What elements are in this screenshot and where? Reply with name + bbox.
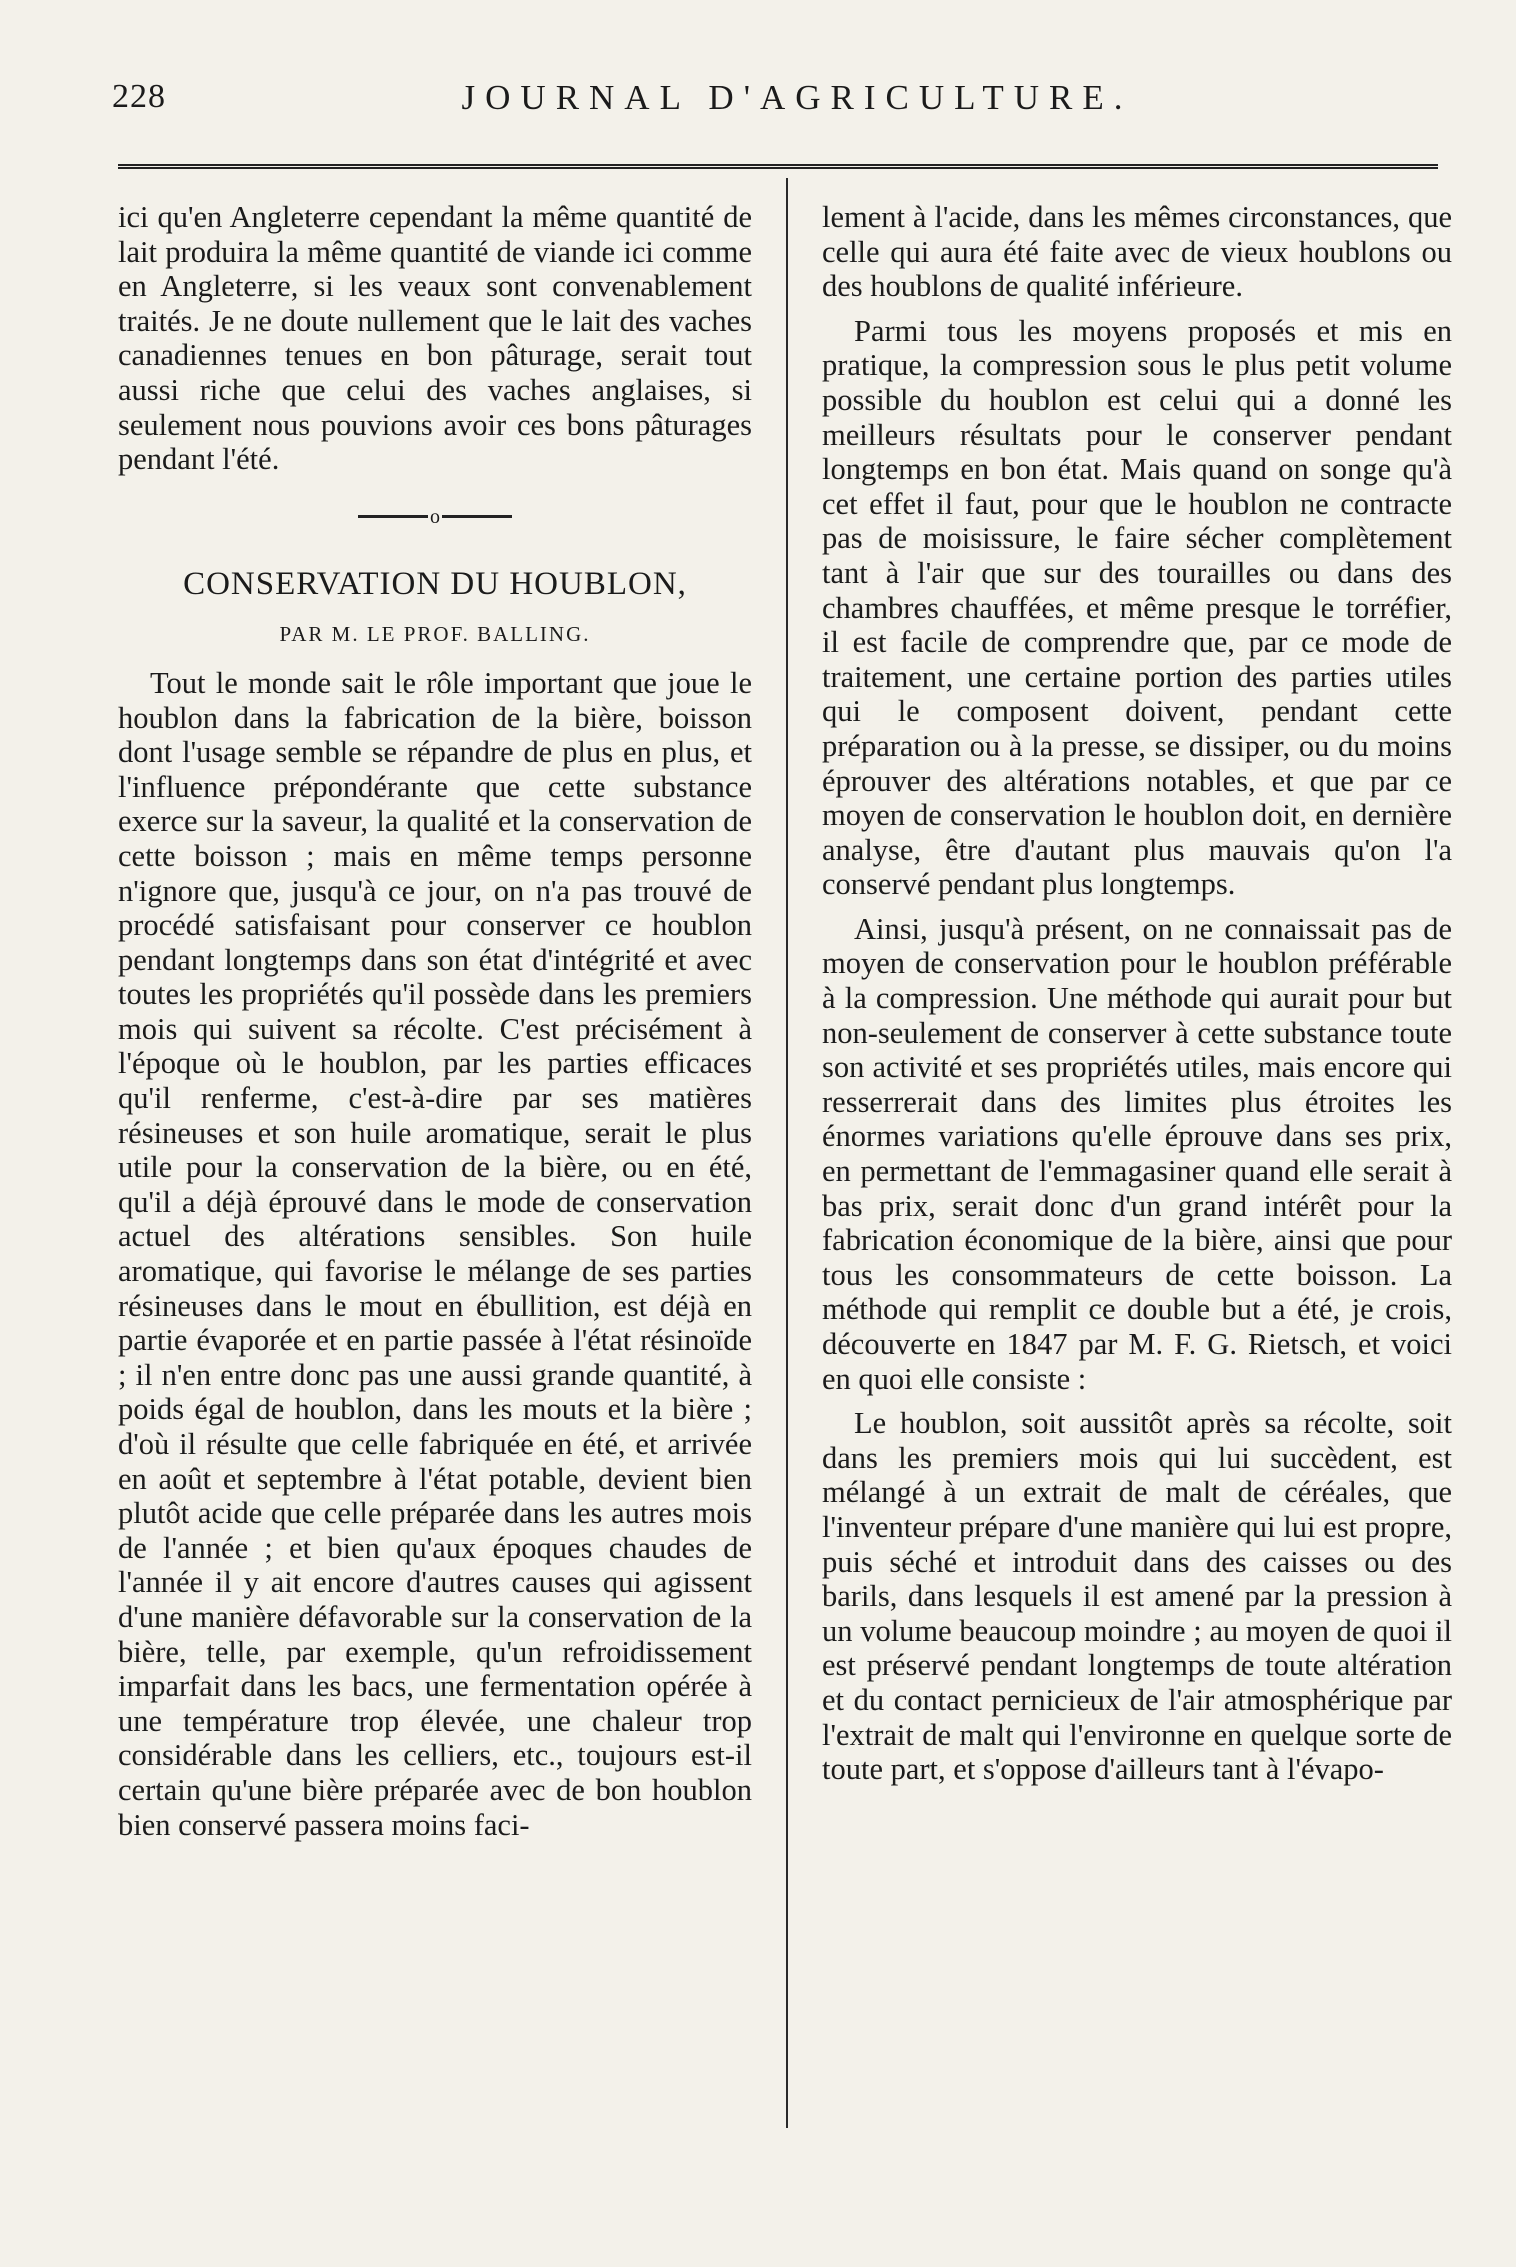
continuation-paragraph: lement à l'acide, dans les mêmes circonstances, que celle qui aura été faite avec de vieux houblons ou des houblons de qualité inférieure. xyxy=(822,200,1452,304)
article-title: CONSERVATION DU HOUBLON, xyxy=(183,565,687,602)
running-head xyxy=(112,78,1452,138)
right-column xyxy=(822,200,1452,1797)
intro-paragraph: ici qu'en Angleterre cependant la même quantité de lait produira la même quantité de viande ici comme en Angleterre, si les veaux sont convenablement traités. Je ne doute nullement que le lait des vaches canadiennes tenues en bon pâturage, serait tout aussi riche que celui des vaches anglaises, si seulement nous pouvions avoir ces bons pâturages pendant l'été. xyxy=(118,200,752,477)
article-paragraph-3: Ainsi, jusqu'à présent, on ne connaissait pas de moyen de conservation pour le houblon préférable à la compression. Une méthode qui aurait pour but non-seulement de conserver à cette substance toute son activité et ses propriétés utiles, mais encore qui resserrerait dans des limites plus étroites les énormes variations qu'elle éprouve dans ses prix, en permettant de l'emmagasiner quand elle serait à bas prix, serait donc d'un grand intérêt pour la fabrication économique de la bière, ainsi que pour tous les consommateurs de cette boisson. La méthode qui remplit ce double but a été, je crois, découverte en 1847 par M. F. G. Rietsch, et voici en quoi elle consiste : xyxy=(822,911,1452,1396)
section-separator xyxy=(118,507,752,527)
article-paragraph-4: Le houblon, soit aussitôt après sa récolte, soit dans les premiers mois qui lui succèdent, est mélangé à un extrait de malt de céréales, que l'inventeur prépare d'une manière qui lui est propre, puis séché et introduit dans des caisses ou des barils, dans lesquels il est amené par la pression à un volume beaucoup moindre ; au moyen de quoi il est préservé pendant longtemps de toute altération et du contact pernicieux de l'air atmosphérique par l'extrait de malt qui l'environne en quelque sorte de toute part, et s'oppose d'ailleurs tant à l'évapo- xyxy=(822,1406,1452,1787)
left-column xyxy=(118,200,752,1852)
page-number: 228 xyxy=(112,78,166,115)
separator-line-right xyxy=(442,515,512,518)
separator-line-left xyxy=(358,515,428,518)
column-divider xyxy=(786,178,788,2128)
article-byline: PAR M. LE PROF. BALLING. xyxy=(279,622,591,647)
article-paragraph-1: Tout le monde sait le rôle important que joue le houblon dans la fabrication de la bière, boisson dont l'usage semble se répandre de plus en plus, et l'influence prépondérante que cette substance exerce sur la saveur, la qualité et la conservation de cette boisson ; mais en même temps personne n'ignore que, jusqu'à ce jour, on n'a pas trouvé de procédé satisfaisant pour conserver ce houblon pendant longtemps dans son état d'intégrité et avec toutes les propriétés qu'il possède dans les premiers mois qui suivent sa récolte. C'est précisément à l'époque où le houblon, par les parties efficaces qu'il renferme, c'est-à-dire par ses matières résineuses et son huile aromatique, serait le plus utile pour la conservation de la bière, ou en été, qu'il a déjà éprouvé dans le mode de conservation actuel des altérations sensibles. Son huile aromatique, qui favorise le mélange de ses parties résineuses dans le mout en ébullition, est déjà en partie évaporée et en partie passée à l'état résinoïde ; il n'en entre donc pas une aussi grande quantité, à poids égal de houblon, dans les mouts et la bière ; d'où il résulte que celle fabriquée en été, et arrivée en août et septembre à l'état potable, devient bien plutôt acide que celle préparée dans les autres mois de l'année ; et bien qu'aux époques chaudes de l'année il y ait encore d'autres causes qui agissent d'une manière défavorable sur la conservation de la bière, telle, par exemple, qu'un refroidissement imparfait dans les bacs, une fermentation opérée à une température trop élevée, une chaleur trop considérable dans les celliers, etc., toujours est-il certain qu'une bière préparée avec de bon houblon bien conservé passera moins faci- xyxy=(118,665,752,1842)
journal-title: JOURNAL D'AGRICULTURE. xyxy=(461,78,1133,117)
article-paragraph-2: Parmi tous les moyens proposés et mis en pratique, la compression sous le plus petit volume possible du houblon est celui qui a donné les meilleurs résultats pour le conserver pendant longtemps en bon état. Mais quand on songe qu'à cet effet il faut, pour que le houblon ne contracte pas de moisissure, le faire sécher complètement tant à l'air que sur des tourailles ou dans des chambres chauffées, et même presque le torréfier, il est facile de comprendre que, par ce mode de traitement, une certaine portion des parties utiles qui le composent doivent, pendant cette préparation ou à la presse, se dissiper, ou du moins éprouver des altérations notables, et que par ce moyen de conservation le houblon doit, en dernière analyse, être d'autant plus mauvais qu'on l'a conservé pendant plus longtemps. xyxy=(822,313,1452,902)
header-rule xyxy=(118,164,1438,169)
separator-mark: o xyxy=(430,505,440,528)
